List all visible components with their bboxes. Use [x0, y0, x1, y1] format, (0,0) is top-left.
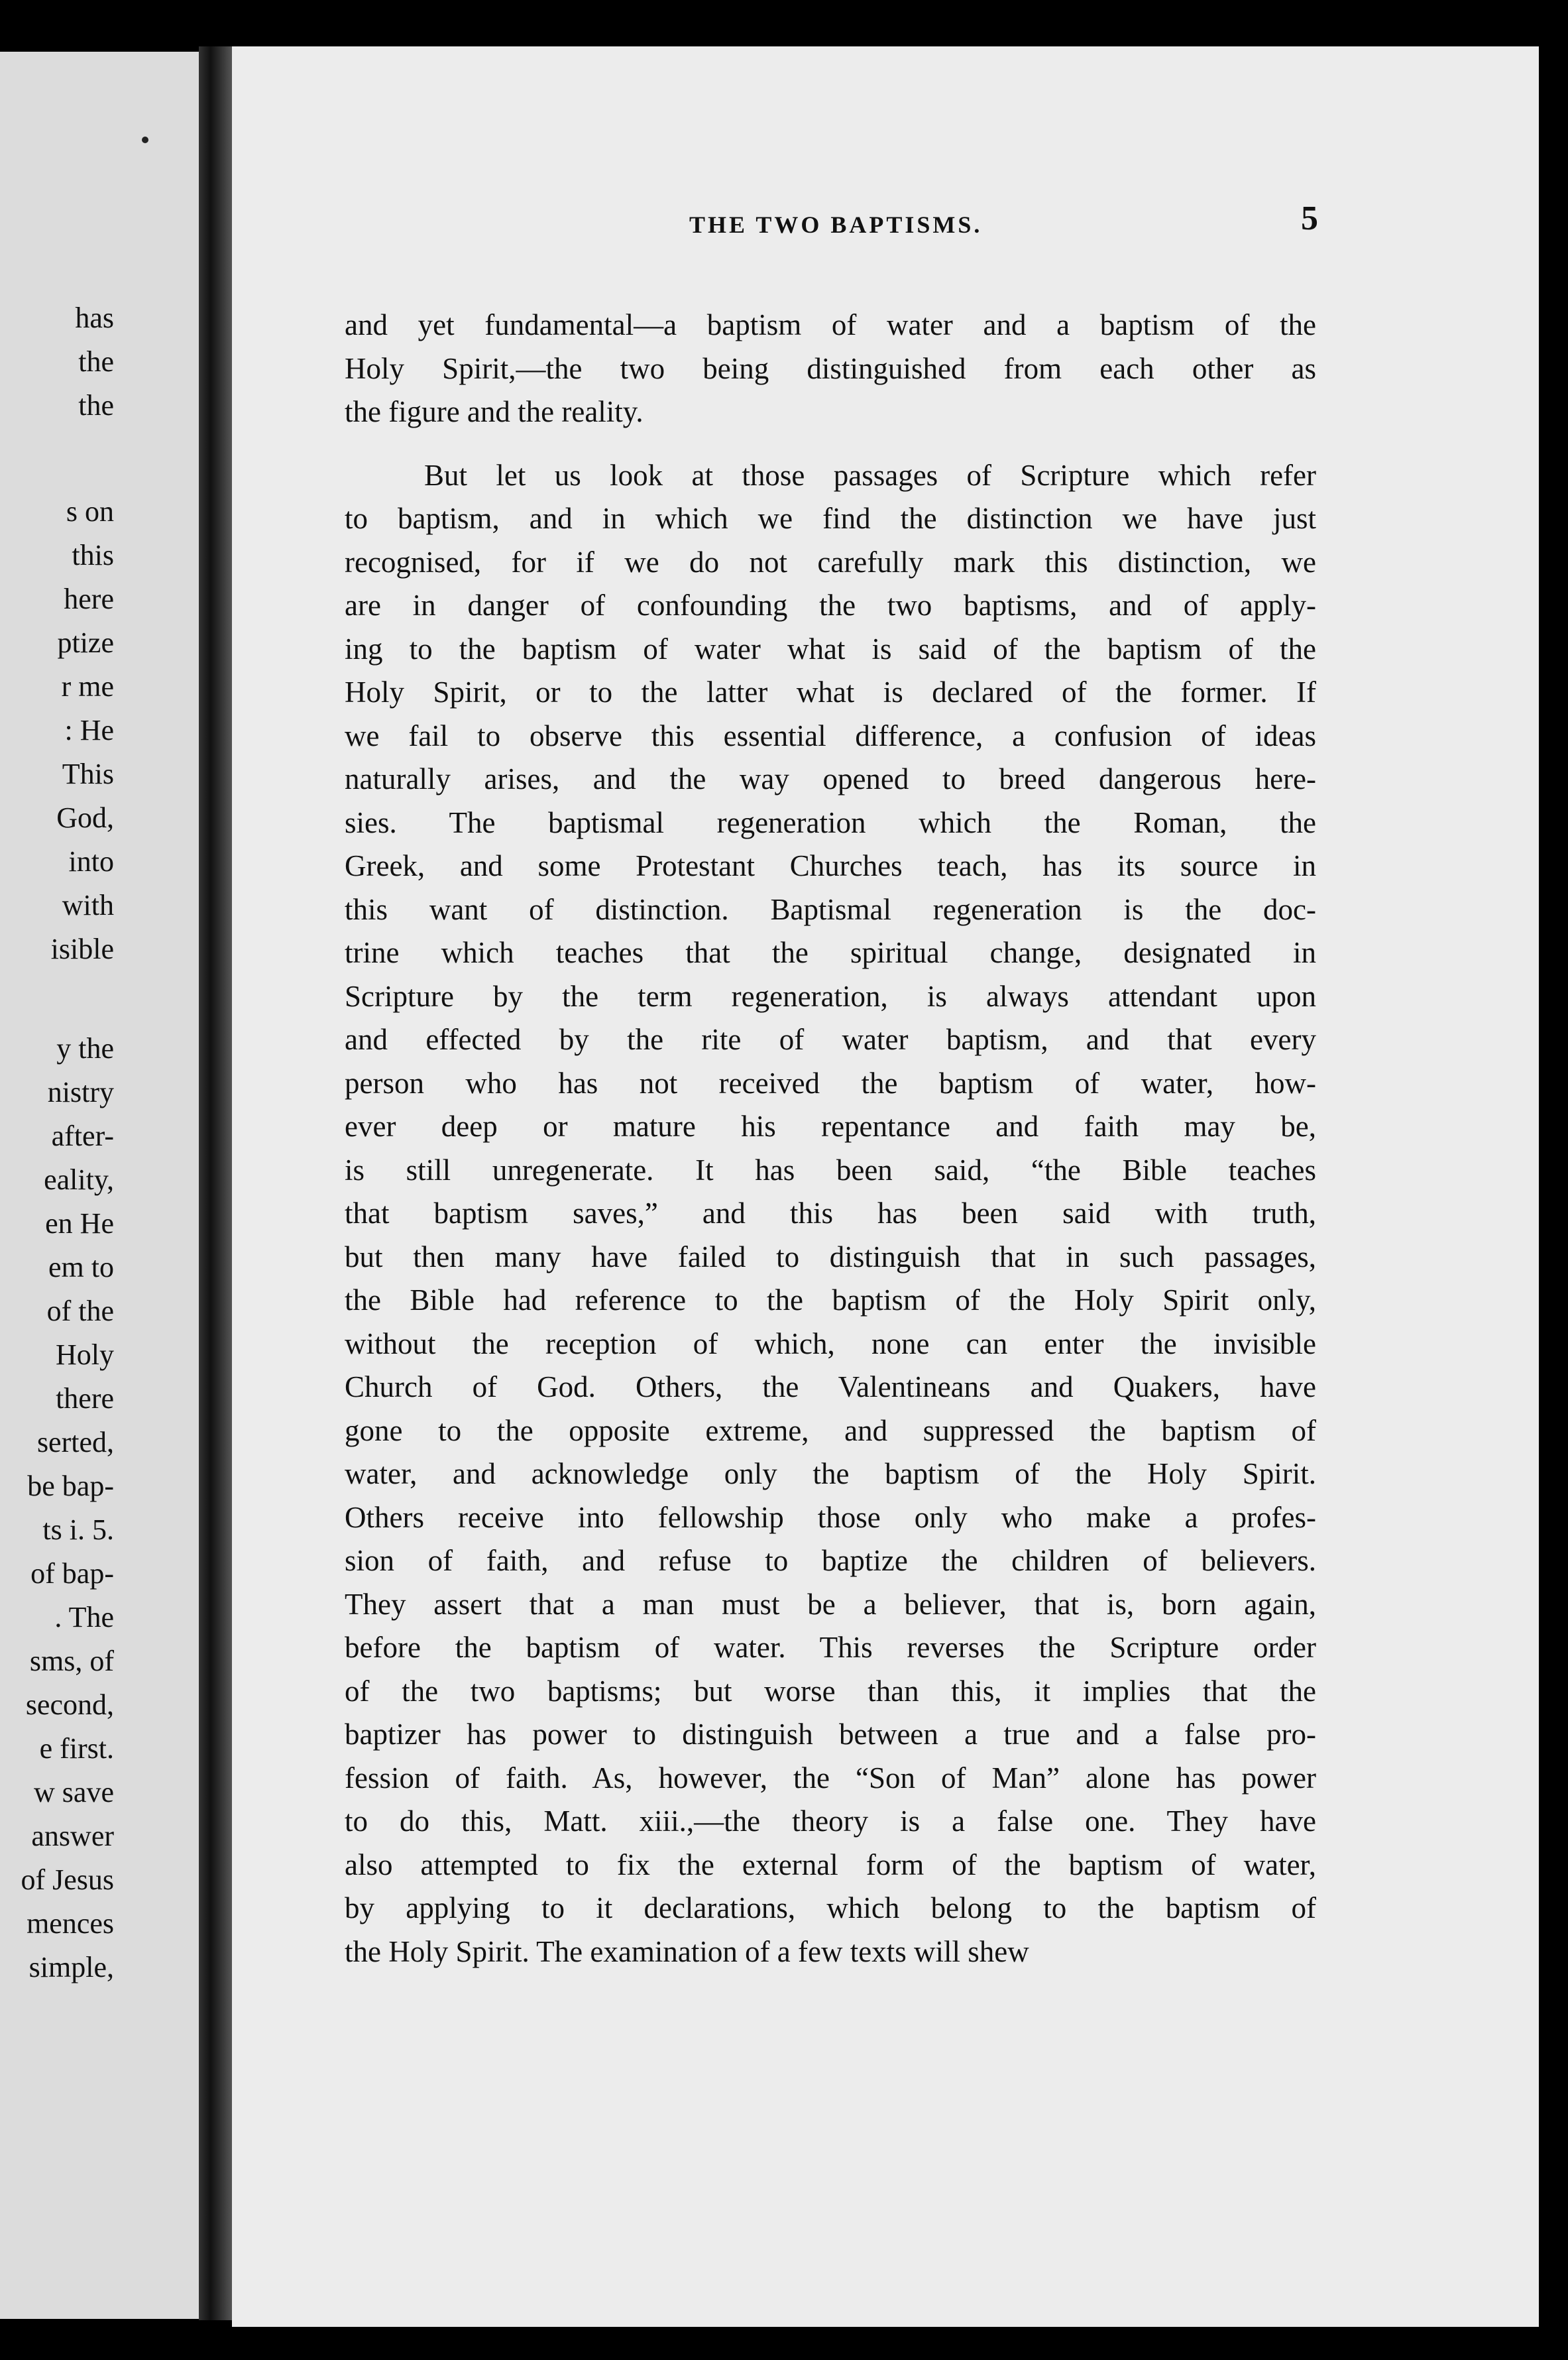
text-line: that baptism saves,” and this has been said with truth, [345, 1197, 1316, 1230]
facing-page-fragment: be bap- [27, 1470, 114, 1502]
text-line: also attempted to fix the external form of the baptism of water, [345, 1848, 1316, 1881]
paragraph-gap [345, 434, 1316, 454]
text-line: is still unregenerate. It has been said, “the Bible teaches [345, 1153, 1316, 1187]
text-line: sion of faith, and refuse to baptize the children of believers. [345, 1544, 1316, 1577]
facing-page-fragment: serted, [36, 1426, 114, 1458]
text-line: trine which teaches that the spiritual change, designated in [345, 936, 1316, 969]
facing-page-fragment: . The [54, 1601, 114, 1633]
text-line: Scripture by the term regeneration, is always attendant upon [345, 979, 1316, 1013]
facing-page-fragment: of Jesus [21, 1863, 114, 1896]
text-line: to baptism, and in which we find the distinction we have just [345, 502, 1316, 535]
text-line: recognised, for if we do not carefully mark this distinction, we [345, 545, 1316, 579]
text-line: sies. The baptismal regeneration which the Roman, the [345, 805, 1316, 839]
text-line: the figure and the reality. [345, 395, 644, 428]
facing-page-fragment: of the [46, 1295, 114, 1327]
facing-page-fragment: with [62, 889, 114, 921]
text-line: we fail to observe this essential difference, a confusion of ideas [345, 719, 1316, 752]
facing-page-fragment: this [72, 539, 114, 571]
text-line: to do this, Matt. xiii.,—the theory is a false one. They have [345, 1804, 1316, 1838]
facing-page-fragment: e first. [39, 1732, 114, 1765]
text-line: But let us look at those passages of Scripture which refer [424, 458, 1316, 492]
facing-page-fragment: mences [27, 1907, 114, 1940]
facing-page-fragment: y the [56, 1032, 114, 1065]
facing-page-fragment: sms, of [29, 1645, 114, 1677]
text-line: They assert that a man must be a believer, that is, born again, [345, 1587, 1316, 1621]
text-line: and yet fundamental—a baptism of water and a baptism of the [345, 308, 1316, 341]
facing-page-fragment: s on [66, 495, 114, 528]
text-line: by applying to it declarations, which belong to the baptism of [345, 1891, 1316, 1924]
text-line: Others receive into fellowship those only who make a profes- [345, 1500, 1316, 1534]
ink-dot [142, 137, 148, 143]
text-line: without the reception of which, none can enter the invisible [345, 1327, 1316, 1360]
body-text [345, 304, 1316, 1974]
text-line: baptizer has power to distinguish between a true and a false pro- [345, 1718, 1316, 1751]
facing-page-fragment: ts i. 5. [42, 1513, 114, 1546]
facing-page-fragment: : He [64, 714, 114, 746]
facing-page-fragment: answer [31, 1820, 114, 1852]
text-line: the Bible had reference to the baptism of the Holy Spirit only, [345, 1283, 1316, 1317]
facing-page-fragment: the [78, 389, 114, 422]
text-line: Holy Spirit,—the two being distinguished from each other as [345, 351, 1316, 385]
text-line: and effected by the rite of water baptism, and that every [345, 1023, 1316, 1056]
facing-page-fragment: the [78, 345, 114, 378]
facing-page-fragment: eality, [44, 1163, 114, 1196]
text-line: fession of faith. As, however, the “Son of Man” alone has power [345, 1761, 1316, 1795]
text-line: Holy Spirit, or to the latter what is declared of the former. If [345, 676, 1316, 709]
facing-page-fragment: second, [25, 1688, 114, 1721]
facing-page-fragment: nistry [47, 1076, 114, 1108]
text-line: ing to the baptism of water what is said of the baptism of the [345, 632, 1316, 666]
facing-page-fragment: r me [61, 670, 114, 703]
facing-page-fragment: into [68, 845, 114, 878]
text-line: gone to the opposite extreme, and suppressed the baptism of [345, 1413, 1316, 1447]
page-number: 5 [1301, 200, 1318, 237]
text-line: Greek, and some Protestant Churches teach, has its source in [345, 849, 1316, 882]
facing-page-fragment: isible [50, 933, 114, 965]
text-line: before the baptism of water. This reverses the Scripture order [345, 1631, 1316, 1664]
running-header: THE TWO BAPTISMS. [689, 211, 983, 238]
scan-border-top [0, 0, 1568, 40]
facing-page-fragment: w save [34, 1776, 114, 1808]
text-line: person who has not received the baptism of water, how- [345, 1066, 1316, 1100]
facing-page-fragment: simple, [28, 1951, 114, 1983]
facing-page-fragment: here [64, 583, 114, 615]
facing-page-fragment: there [56, 1382, 114, 1415]
facing-page-left [0, 52, 199, 2319]
text-line: naturally arises, and the way opened to breed dangerous here- [345, 762, 1316, 796]
facing-page-fragment: This [62, 758, 114, 790]
facing-page-fragment: God, [56, 801, 114, 834]
facing-page-fragment: ptize [57, 626, 114, 659]
text-line: of the two baptisms; but worse than this, it implies that the [345, 1674, 1316, 1708]
text-line: this want of distinction. Baptismal regeneration is the doc- [345, 892, 1316, 926]
text-line: are in danger of confounding the two baptisms, and of apply- [345, 589, 1316, 622]
facing-page-fragment: en He [45, 1207, 114, 1240]
text-line: the Holy Spirit. The examination of a few texts will shew [345, 1934, 1029, 1968]
facing-page-fragment: em to [48, 1251, 114, 1283]
text-line: water, and acknowledge only the baptism of the Holy Spirit. [345, 1457, 1316, 1490]
facing-page-fragment: after- [51, 1120, 114, 1152]
text-line: but then many have failed to distinguish that in such passages, [345, 1240, 1316, 1273]
scan-border-right [1539, 0, 1568, 2360]
facing-page-fragment: of bap- [30, 1557, 114, 1590]
text-line: ever deep or mature his repentance and faith may be, [345, 1110, 1316, 1143]
book-gutter [199, 46, 232, 2320]
facing-page-fragment: Holy [56, 1338, 114, 1371]
facing-page-fragment: has [75, 302, 114, 334]
text-line: Church of God. Others, the Valentineans and Quakers, have [345, 1370, 1316, 1403]
